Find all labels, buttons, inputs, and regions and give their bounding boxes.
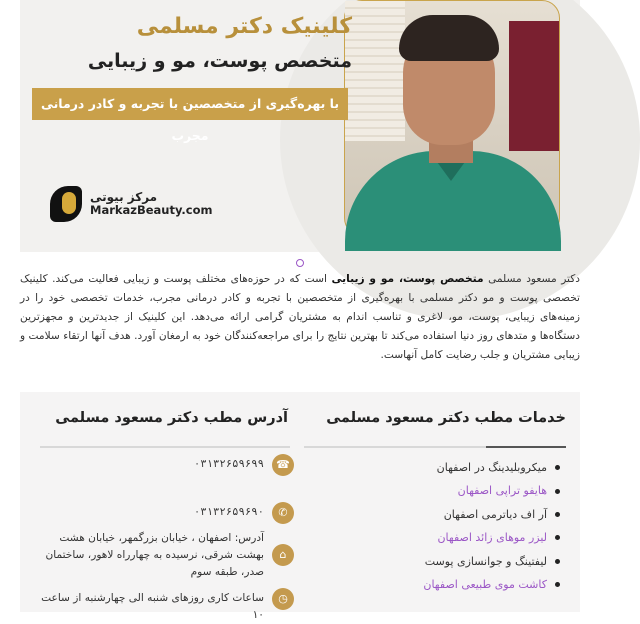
- intro-prefix: دکتر مسعود مسلمی: [483, 273, 580, 285]
- beauty-logo-icon: [48, 184, 84, 224]
- clinic-tagline: با بهره‌گیری از متخصصین با تجربه و کادر درمانی مجرب: [32, 88, 348, 120]
- service-item: لیفتینگ و جوانسازی پوست: [310, 550, 560, 573]
- brand-url: MarkazBeauty.com: [90, 203, 213, 218]
- home-icon: ⌂: [272, 544, 294, 566]
- clinic-title: کلینیک دکتر مسلمی: [136, 14, 352, 39]
- mobile-row[interactable]: [34, 502, 294, 524]
- service-item: آر اف دیاترمی اصفهان: [310, 503, 560, 526]
- hours-row: [34, 588, 294, 624]
- hero-banner: [20, 0, 580, 252]
- window-blind: [345, 1, 405, 141]
- intro-text: است که در حوزه‌های مختلف پوست و زیبایی فعالیت می‌کند. کلینیک تخصصی پوست و مو دکتر مسلمی با بهره‌گیری از متخصصین با تجربه و کادر درمانی مجرب، خدمات تخصصی خود را در زمینه‌های زیبایی، پوست، مو، لاغری و تناسب اندام به مشتریان گرامی ارائه می‌دهد. این کلینیک از جدیدترین و مجهزترین دستگاه‌ها و متدهای روز دنیا استفاده می‌کند تا بهترین نتایج را برای مراجعه‌کنندگان خود به ارمغان آورد. هدف آنها ارتقاء سلامت و زیبایی مشتریان و جلب رضایت کامل آنهاست.: [20, 273, 580, 361]
- brand-logo-block[interactable]: [48, 184, 213, 224]
- location-row: [34, 528, 294, 581]
- address-heading: آدرس مطب دکتر مسعود مسلمی: [55, 410, 288, 426]
- brand-name: مرکز بیوتی: [90, 189, 158, 204]
- phone-icon: ☎: [272, 454, 294, 476]
- service-item: میکروبلیدینگ در اصفهان: [310, 456, 560, 479]
- mobile-number[interactable]: ۰۳۱۳۲۶۵۹۶۹۰: [193, 506, 264, 518]
- service-link-item[interactable]: هایفو تراپی اصفهان: [310, 479, 560, 502]
- intro-paragraph: [20, 270, 580, 365]
- mobile-icon: ✆: [272, 502, 294, 524]
- info-section: [20, 392, 580, 621]
- services-heading: خدمات مطب دکتر مسعود مسلمی: [326, 410, 566, 426]
- intro-highlight: متخصص پوست، مو و زیبایی: [331, 273, 484, 285]
- services-list: [310, 456, 560, 596]
- service-link-item[interactable]: لیزر موهای زائد اصفهان: [310, 526, 560, 549]
- phone-number[interactable]: ۰۳۱۳۲۶۵۹۶۹۹: [193, 458, 264, 470]
- phone-row[interactable]: [34, 454, 294, 476]
- working-hours: ساعات کاری روزهای شنبه الی چهارشنبه از ساعت ۱۰: [41, 592, 264, 621]
- address-divider: [40, 446, 290, 448]
- services-divider: [304, 446, 566, 448]
- service-link-item[interactable]: کاشت موی طبیعی اصفهان: [310, 573, 560, 596]
- doctor-photo: [344, 0, 560, 236]
- clock-icon: ◷: [272, 588, 294, 610]
- clinic-subtitle: متخصص پوست، مو و زیبایی: [87, 50, 352, 72]
- door: [509, 21, 559, 151]
- hair: [399, 15, 499, 61]
- address-text: آدرس: اصفهان ، خیابان بزرگمهر، خیابان هشت بهشت شرقی، نرسیده به چهارراه لاهور، ساختمان صدر، طبقه سوم: [45, 532, 264, 578]
- carousel-dot[interactable]: [296, 259, 304, 267]
